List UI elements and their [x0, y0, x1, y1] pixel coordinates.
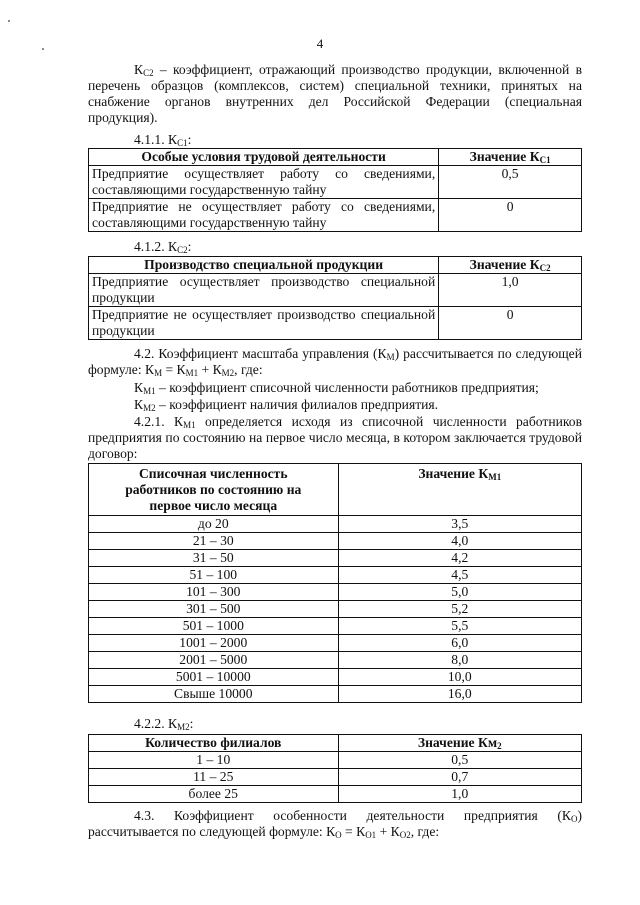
table-row: [89, 199, 582, 232]
row-value: 8,0: [338, 652, 581, 669]
table-kc2: [88, 256, 582, 340]
section-4-1-1: 4.1.1. $К_{С1}$:: [134, 132, 192, 148]
table-row: [89, 533, 582, 550]
table-row: [89, 550, 582, 567]
table-header-row: [89, 464, 582, 516]
header-headcount: Списочная численность работников по состоянию на первое число месяца: [89, 464, 339, 516]
km2-definition: $К_{М2}$ – коэффициент наличия филиалов предприятия.: [134, 397, 439, 413]
row-range: до 20: [89, 516, 339, 533]
row-range: 31 – 50: [89, 550, 339, 567]
row-label: Предприятие не осуществляет производство специальной продукции: [89, 307, 439, 340]
table-row: [89, 567, 582, 584]
table-km1: [88, 463, 582, 703]
header-value: Значение $К_{М1}$: [338, 464, 581, 516]
row-value: 4,0: [338, 533, 581, 550]
scan-speck: [8, 20, 10, 22]
row-value: 16,0: [338, 686, 581, 703]
table-row: [89, 274, 582, 307]
row-range: 301 – 500: [89, 601, 339, 618]
table-row: [89, 635, 582, 652]
table-header-row: [89, 735, 582, 752]
row-label: Предприятие осуществляет производство специальной продукции: [89, 274, 439, 307]
row-value: 0: [439, 199, 582, 232]
header-branches: Количество филиалов: [89, 735, 339, 752]
table-row: [89, 652, 582, 669]
row-range: 51 – 100: [89, 567, 339, 584]
row-range: более 25: [89, 786, 339, 803]
row-range: 1001 – 2000: [89, 635, 339, 652]
header-conditions: Особые условия трудовой деятельности: [89, 149, 439, 166]
row-range: 2001 – 5000: [89, 652, 339, 669]
table-row: [89, 786, 582, 803]
table-km2: [88, 734, 582, 803]
row-label: Предприятие не осуществляет работу со сведениями, составляющими государственную тайну: [89, 199, 439, 232]
table-row: [89, 584, 582, 601]
header-value: Значение $К_{С2}$: [439, 257, 582, 274]
row-value: 5,5: [338, 618, 581, 635]
table-kc1: [88, 148, 582, 232]
row-value: 0,5: [338, 752, 582, 769]
row-value: 0: [439, 307, 582, 340]
km1-definition: $К_{М1}$ – коэффициент списочной численности работников предприятия;: [134, 380, 539, 396]
table-row: [89, 686, 582, 703]
page-number: 4: [316, 36, 324, 51]
row-range: 11 – 25: [89, 769, 339, 786]
row-range: 21 – 30: [89, 533, 339, 550]
row-value: 3,5: [338, 516, 581, 533]
row-value: 0,7: [338, 769, 582, 786]
row-value: 0,5: [439, 166, 582, 199]
row-value: 1,0: [439, 274, 582, 307]
row-range: 101 – 300: [89, 584, 339, 601]
table-header-row: [89, 149, 582, 166]
row-range: 501 – 1000: [89, 618, 339, 635]
table-header-row: [89, 257, 582, 274]
row-value: 1,0: [338, 786, 582, 803]
header-value: Значение $Км_2$: [338, 735, 582, 752]
header-value: Значение $К_{С1}$: [439, 149, 582, 166]
row-value: 5,2: [338, 601, 581, 618]
section-4-2: 4.2. Коэффициент масштаба управления $(К_М)$ рассчитывается по следующей формуле: $К_М = К_{М1} + К_{М2}$, где:: [88, 346, 582, 378]
table-row: [89, 752, 582, 769]
table-row: [89, 669, 582, 686]
section-4-3: 4.3. Коэффициент особенности деятельности предприятия $(К_О)$ рассчитывается по следующей формуле: $К_О = К_{О1} + К_{О2}$, где:: [88, 808, 582, 840]
table-row: [89, 618, 582, 635]
section-4-1-2: 4.1.2. $К_{С2}$:: [134, 239, 192, 255]
table-row: [89, 307, 582, 340]
table-row: [89, 516, 582, 533]
kc2-definition: $К_{С2}$ – коэффициент, отражающий производство продукции, включенной в перечень образцов (комплексов, систем) специальной техники, принятых на снабжение органов внутренних дел Российской Федерации (специальная продукция).: [88, 62, 582, 125]
section-4-2-1: 4.2.1. $К_{М1}$ определяется исходя из списочной численности работников предприятия по состоянию на первое число месяца, в котором заключается трудовой договор:: [88, 414, 582, 461]
table-row: [89, 769, 582, 786]
row-value: 6,0: [338, 635, 581, 652]
row-value: 4,2: [338, 550, 581, 567]
row-value: 10,0: [338, 669, 581, 686]
table-row: [89, 601, 582, 618]
row-range: 5001 – 10000: [89, 669, 339, 686]
table-row: [89, 166, 582, 199]
row-range: Свыше 10000: [89, 686, 339, 703]
row-range: 1 – 10: [89, 752, 339, 769]
header-production: Производство специальной продукции: [89, 257, 439, 274]
row-value: 4,5: [338, 567, 581, 584]
row-value: 5,0: [338, 584, 581, 601]
row-label: Предприятие осуществляет работу со сведениями, составляющими государственную тайну: [89, 166, 439, 199]
section-4-2-2: 4.2.2. $К_{М2}$:: [134, 716, 194, 732]
